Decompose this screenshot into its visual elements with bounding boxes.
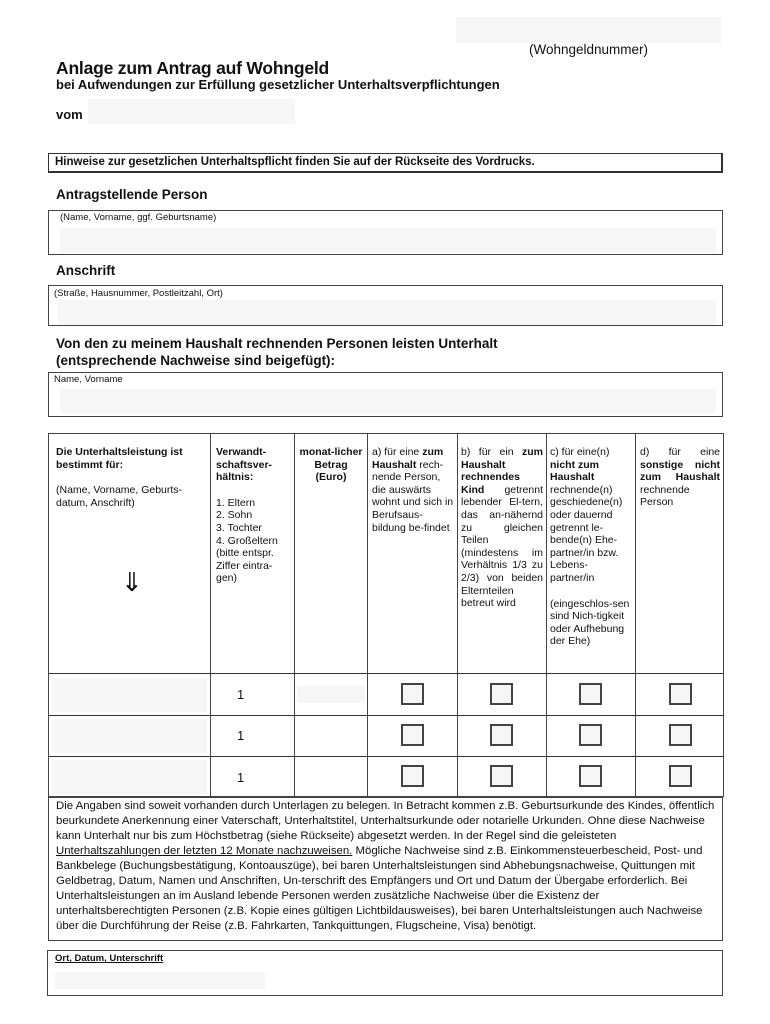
vom-date-input[interactable] [88, 99, 295, 124]
relationship-option: 1. Eltern [216, 496, 256, 509]
row-divider [49, 715, 723, 716]
applicant-section-title: Antragstellende Person [56, 187, 208, 202]
row1-checkbox-b[interactable] [490, 683, 513, 705]
row2-checkbox-d[interactable] [669, 724, 692, 746]
option-c-bold: nicht zum Haushalt [550, 458, 599, 484]
row1-amount-input[interactable] [297, 686, 365, 703]
row3-checkbox-b[interactable] [490, 765, 513, 787]
row1-checkbox-c[interactable] [579, 683, 602, 705]
header-monthly-amount-title: monat-licher Betrag (Euro) [299, 446, 363, 484]
row1-relationship-input[interactable]: 1 [237, 687, 245, 702]
header-monthly-amount [299, 446, 363, 484]
option-c-prefix: c) für eine(n) [550, 446, 610, 458]
applicant-name-input[interactable] [60, 228, 716, 253]
maintenance-title-line2: (entsprechende Nachweise sind beigefügt): [56, 353, 336, 368]
address-section-title: Anschrift [56, 263, 116, 278]
option-c-note: (eingeschlos-sen sind Nich-tigkeit oder Aufhebung der Ehe) [550, 597, 630, 648]
header-beneficiary-title: Die Unterhaltsleistung ist bestimmt für: [56, 446, 183, 471]
row2-relationship-input[interactable]: 1 [237, 728, 245, 743]
option-b-prefix: b) für ein [461, 446, 522, 458]
down-double-arrow-icon: ⇓ [121, 567, 143, 598]
header-relationship-title: Verwandt-schaftsver-hältnis: [216, 446, 273, 484]
notice-text-part2: Mögliche Nachweise sind z.B. Einkommensteuerbescheid, Post- und Bankbelege (Buchungsbestätigung, Kontoauszüge), bei baren Unterhaltsleistungen sind Abhebungsnachweise, Quittungen mit Geldbetrag, Datum, Namen und Anschriften, Un-terschrift des Empfängers und Ort und Datum der Übergabe erforderlich. Bei Unterhaltsleistungen an im Ausland lebende Personen werden zusätzliche Nachweise über die Existenz der unterhaltsberechtigten Personen (z.B. Kopie eines gültigen Lichtbildausweises), bei baren Unterhaltsleistungen auch Nachweise über die Durchführung der Reise (z.B. Fahrkarten, Tankquittungen, Flugscheine, Visa) benötigt. [56, 845, 703, 932]
applicant-hint: (Name, Vorname, ggf. Geburtsname) [60, 212, 217, 223]
row3-amount-input[interactable] [297, 765, 365, 789]
signature-label: Ort, Datum, Unterschrift [55, 953, 164, 964]
row3-person-input[interactable] [52, 760, 207, 794]
option-a-prefix: a) für eine [372, 446, 423, 458]
wohngeldnummer-input[interactable] [456, 17, 721, 43]
relationship-option: 4. Großeltern [216, 534, 278, 547]
row2-amount-input[interactable] [297, 724, 365, 748]
row3-checkbox-c[interactable] [579, 765, 602, 787]
evidence-notice [48, 797, 723, 941]
option-d-prefix: d) für eine [640, 446, 720, 458]
option-d-bold: sonstige nicht zum Haushalt [640, 458, 720, 484]
maintenance-table [48, 433, 724, 797]
row-divider [49, 756, 723, 757]
header-option-b [461, 446, 543, 610]
relationship-option: 2. Sohn [216, 509, 253, 522]
vom-label: vom [56, 107, 83, 122]
row2-checkbox-b[interactable] [490, 724, 513, 746]
column-divider [210, 434, 211, 796]
row1-checkbox-d[interactable] [669, 683, 692, 705]
row2-person-input[interactable] [52, 719, 207, 753]
header-option-c [550, 446, 632, 648]
option-a-bold: zum Haushalt [372, 446, 444, 471]
row2-checkbox-c[interactable] [579, 724, 602, 746]
row3-checkbox-d[interactable] [669, 765, 692, 787]
legal-notice-banner: Hinweise zur gesetzlichen Unterhaltspflicht finden Sie auf der Rückseite des Vordrucks. [48, 153, 723, 173]
payer-name-hint: Name, Vorname [54, 374, 123, 385]
column-divider [367, 434, 368, 796]
address-hint: (Straße, Hausnummer, Postleitzahl, Ort) [54, 288, 223, 299]
wohngeldnummer-label: (Wohngeldnummer) [529, 42, 649, 57]
row-divider [49, 673, 723, 674]
relationship-option: 3. Tochter [216, 521, 262, 534]
column-divider [294, 434, 295, 796]
option-d-text: rechnende Person [640, 483, 690, 509]
relationship-note: (bitte entspr. Ziffer eintra-gen) [216, 547, 274, 585]
address-input[interactable] [58, 300, 716, 325]
signature-input[interactable] [55, 972, 265, 989]
notice-underlined-text: Unterhaltszahlungen der letzten 12 Monate nachzuweisen. [56, 845, 353, 857]
option-c-text: rechnende(n) geschiedene(n) oder dauernd getrennt le-bende(n) Ehe-partner/in bzw. Lebens-partner/in [550, 483, 623, 584]
column-divider [546, 434, 547, 796]
header-beneficiary-hint: (Name, Vorname, Geburts-datum, Anschrift) [56, 484, 183, 509]
row1-checkbox-a[interactable] [401, 683, 424, 705]
row3-relationship-input[interactable]: 1 [237, 770, 245, 785]
header-option-a [372, 446, 454, 534]
form-title: Anlage zum Antrag auf Wohngeld [56, 58, 330, 78]
form-subtitle: bei Aufwendungen zur Erfüllung gesetzlicher Unterhaltsverpflichtungen [56, 77, 500, 92]
payer-name-input[interactable] [60, 389, 716, 414]
column-divider [635, 434, 636, 796]
row3-checkbox-a[interactable] [401, 765, 424, 787]
header-option-d [640, 446, 720, 509]
option-b-text: getrennt lebender El-tern, das an-nähernd zu gleichen Teilen (mindestens im Verhältnis 1/3 zu 2/3) von beiden Elternteilen betreut wird [461, 483, 543, 610]
relationship-options [216, 497, 290, 585]
row2-checkbox-a[interactable] [401, 724, 424, 746]
header-beneficiary [56, 446, 204, 598]
option-a-text: rech-nende Person, die auswärts wohnt und sich in Berufsaus-bildung be-findet [372, 458, 454, 534]
header-relationship [216, 446, 290, 585]
row1-person-input[interactable] [52, 678, 207, 712]
option-b-bold: zum Haushalt rechnendes Kind [461, 446, 543, 496]
column-divider [457, 434, 458, 796]
maintenance-title-line1: Von den zu meinem Haushalt rechnenden Personen leisten Unterhalt [56, 336, 498, 351]
maintenance-section-title [56, 335, 498, 369]
notice-text-part1: Die Angaben sind soweit vorhanden durch Unterlagen zu belegen. In Betracht kommen z.B. Geburtsurkunde des Kindes, öffentlich beurkundete Anerkennung einer Vaterschaft, Unterhaltstitel, Unterhaltsurkunde oder notarielle Urkunden. Ohne diese Nachweise kann Unterhalt nur bis zum Höchstbetrag (siehe Rückseite) abgesetzt werden. In der Regel sind die geleisteten [56, 800, 715, 842]
